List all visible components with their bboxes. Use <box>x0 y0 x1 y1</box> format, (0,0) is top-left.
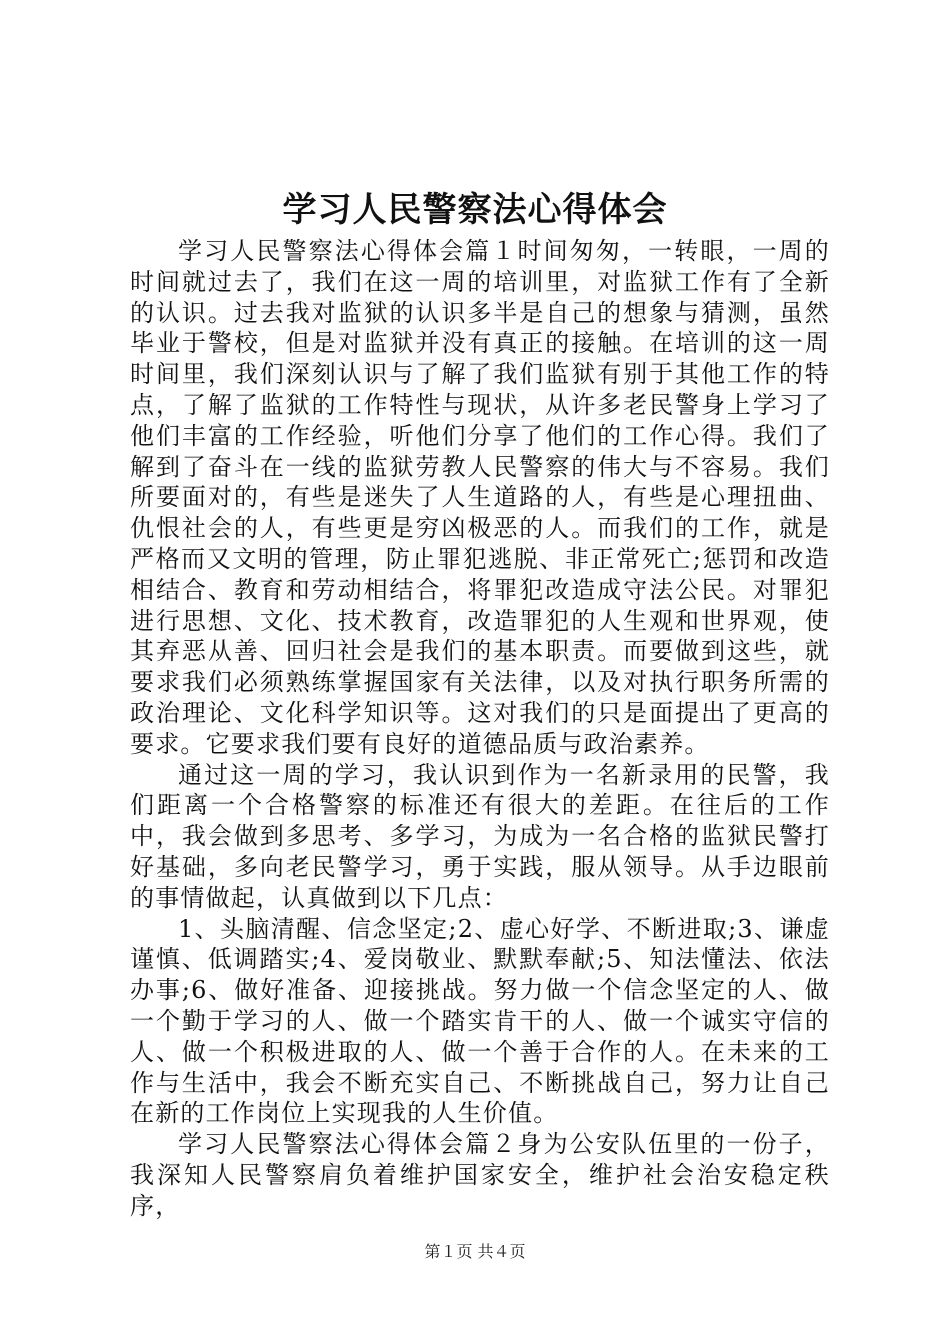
paragraph-1: 学习人民警察法心得体会篇１时间匆匆，一转眼，一周的时间就过去了，我们在这一周的培训里，对监狱工作有了全新的认识。过去我对监狱的认识多半是自己的想象与猜测，虽然毕业于警校，但是对监狱并没有真正的接触。在培训的这一周时间里，我们深刻认识与了解了我们监狱有别于其他工作的特点，了解了监狱的工作特性与现状，从许多老民警身上学习了他们丰富的工作经验，听他们分享了他们的工作心得。我们了解到了奋斗在一线的监狱劳教人民警察的伟大与不容易。我们所要面对的，有些是迷失了人生道路的人，有些是心理扭曲、仇恨社会的人，有些更是穷凶极恶的人。而我们的工作，就是严格而又文明的管理，防止罪犯逃脱、非正常死亡;惩罚和改造相结合、教育和劳动相结合，将罪犯改造成守法公民。对罪犯进行思想、文化、技术教育，改造罪犯的人生观和世界观，使其弃恶从善、回归社会是我们的基本职责。而要做到这些，就要求我们必须熟练掌握国家有关法律，以及对执行职务所需的政治理论、文化科学知识等。这对我们的只是面提出了更高的要求。它要求我们要有良好的道德品质与政治素养。 <box>130 237 830 758</box>
document-title: 学习人民警察法心得体会 <box>282 190 668 230</box>
page-number-footer: 第１页 共４页 <box>424 1242 526 1261</box>
paragraph-3: 1、头脑清醒、信念坚定;2、虚心好学、不断进取;3、谦虚谨慎、低调踏实;4、爱岗敬业、默默奉献;5、知法懂法、依法办事;6、做好准备、迎接挑战。努力做一个信念坚定的人、做一个勤于学习的人、做一个踏实肯干的人、做一个诚实守信的人、做一个积极进取的人、做一个善于合作的人。在未来的工作与生活中，我会不断充实自己、不断挑战自己，努力让自己在新的工作岗位上实现我的人生价值。 <box>130 914 830 1128</box>
paragraph-2: 通过这一周的学习，我认识到作为一名新录用的民警，我们距离一个合格警察的标准还有很大的差距。在往后的工作中，我会做到多思考、多学习，为成为一名合格的监狱民警打好基础，多向老民警学习，勇于实践，服从领导。从手边眼前的事情做起，认真做到以下几点： <box>130 760 830 912</box>
document-body <box>130 236 830 1222</box>
paragraph-4: 学习人民警察法心得体会篇２身为公安队伍里的一份子，我深知人民警察肩负着维护国家安全，维护社会治安稳定秩序， <box>130 1130 830 1220</box>
